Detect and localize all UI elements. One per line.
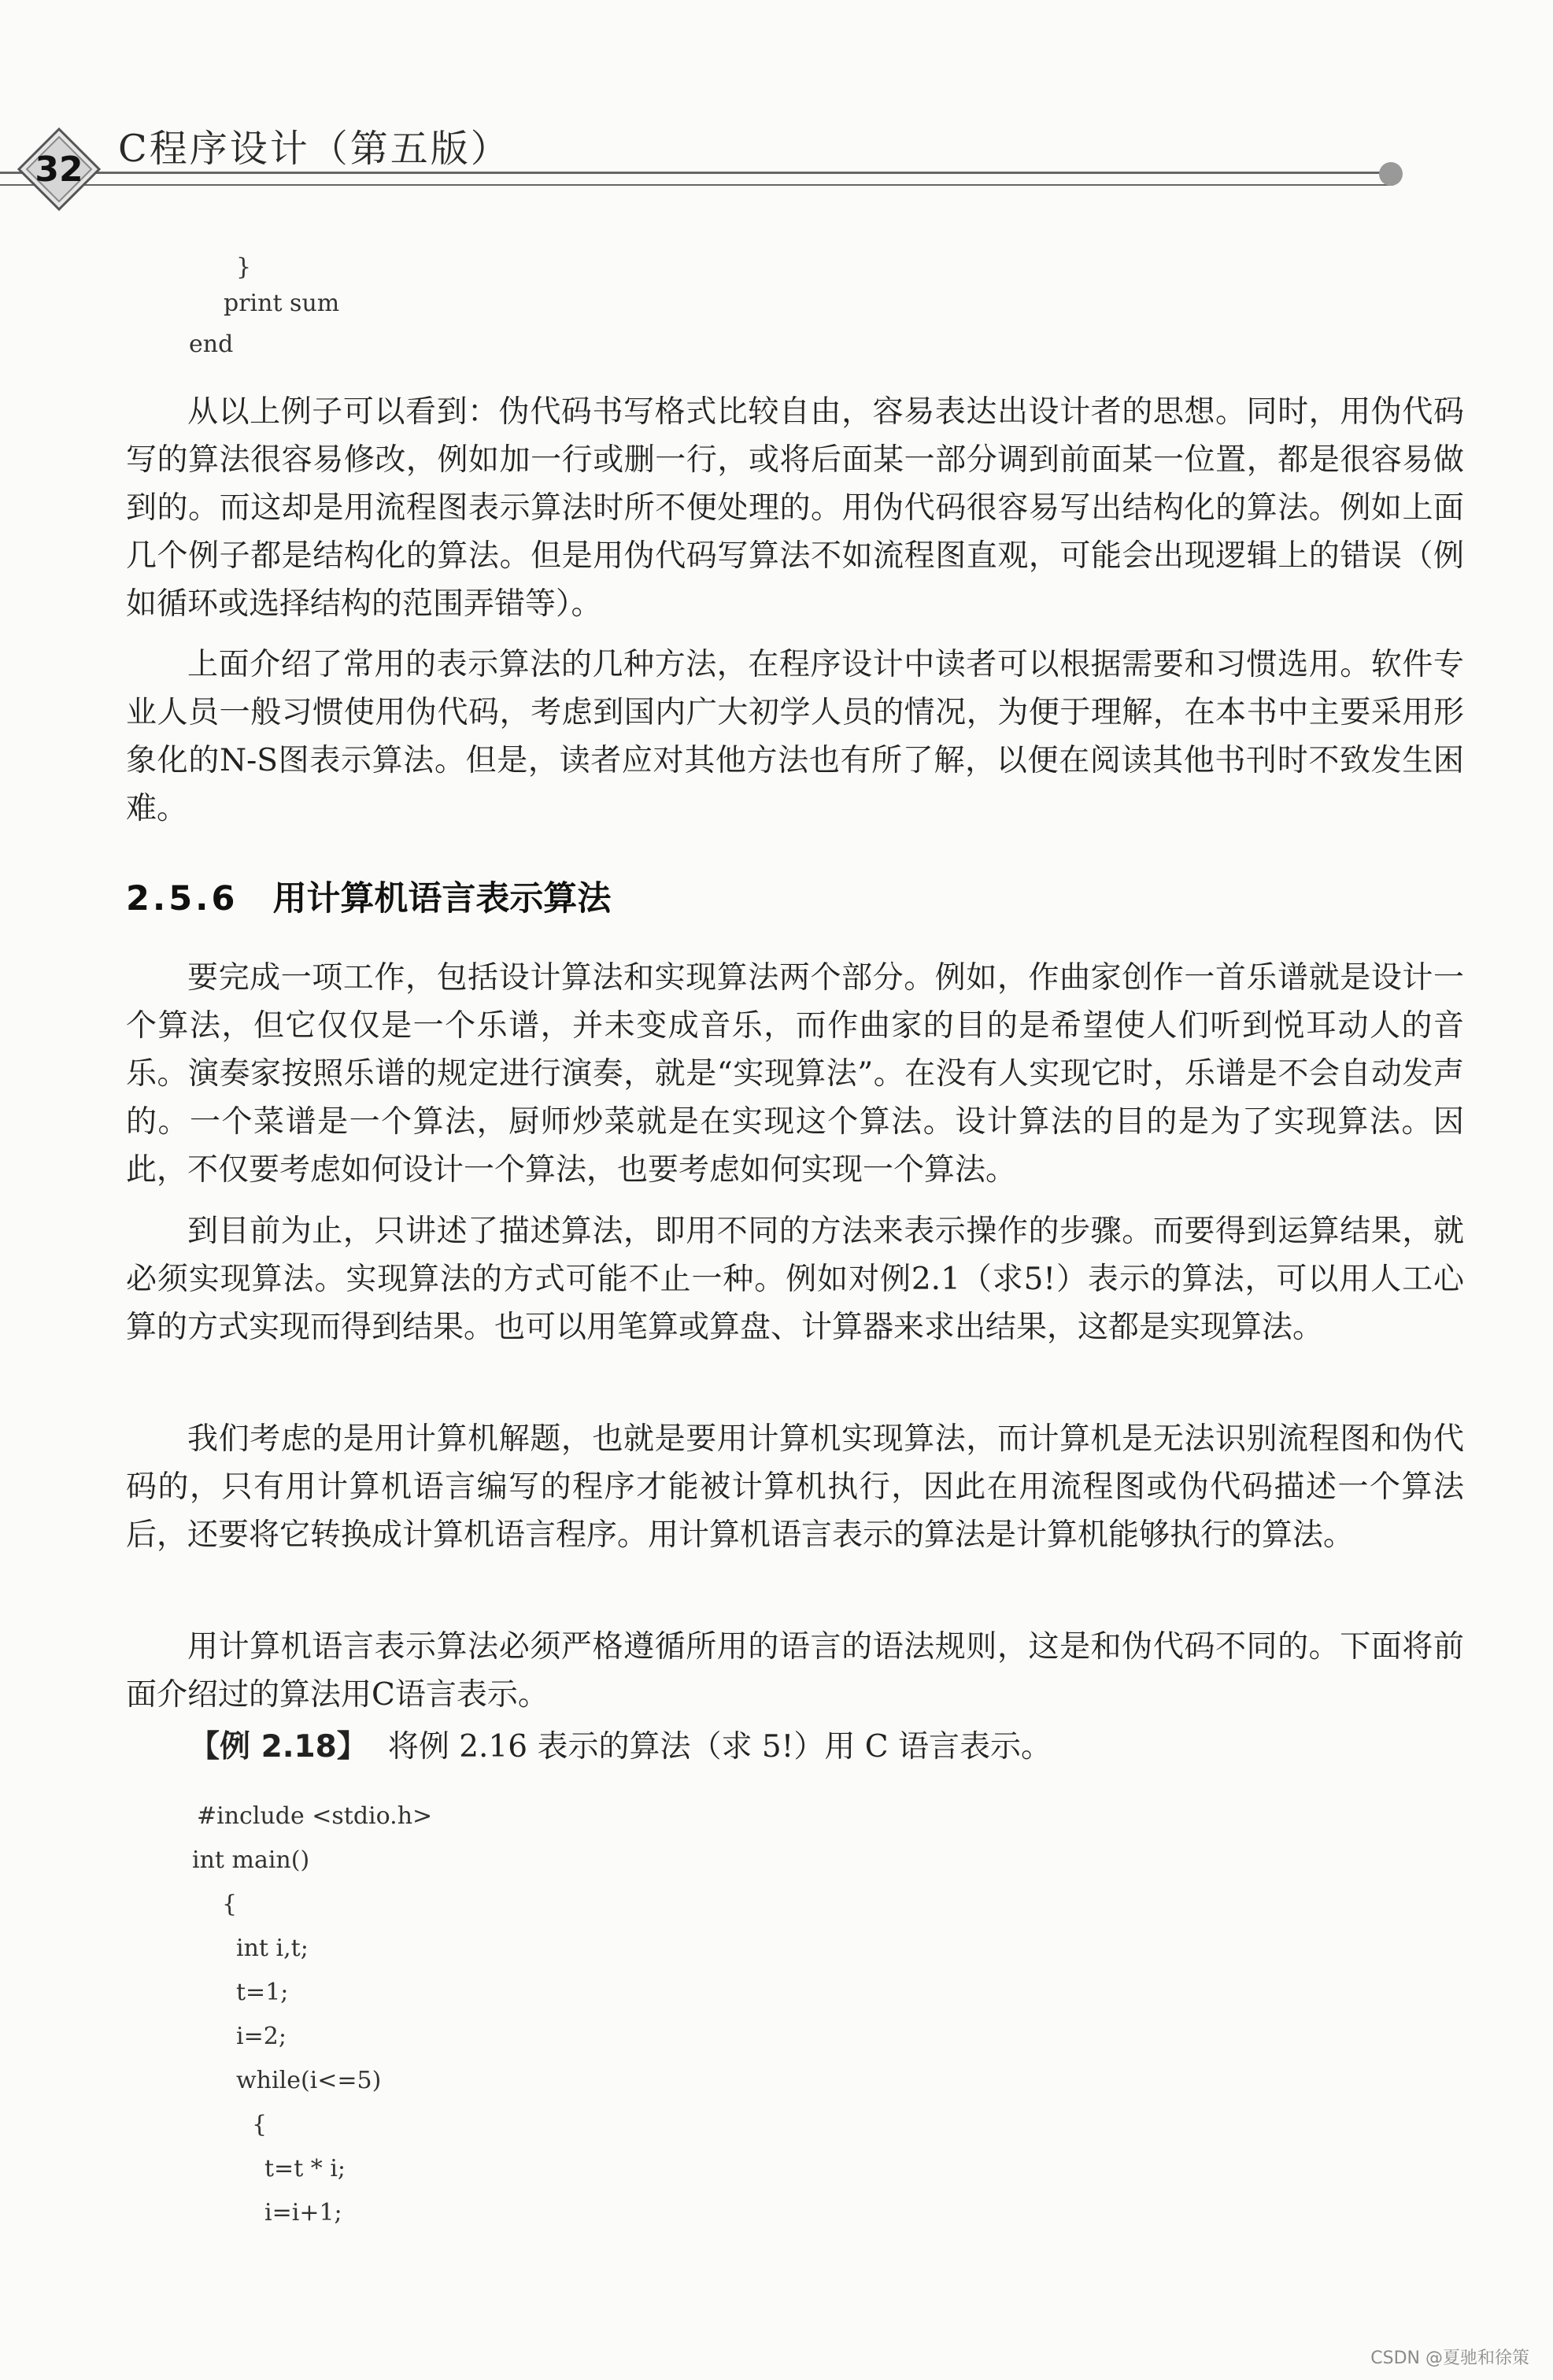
- header-rule-bottom: [0, 184, 1393, 186]
- paragraph: 到目前为止，只讲述了描述算法，即用不同的方法来表示操作的步骤。而要得到运算结果，就必须实现算法。实现算法的方式可能不止一种。例如对例2.1（求5!）表示的算法，可以用人工心算的方式实现而得到结果。也可以用笔算或算盘、计算器来求出结果，这都是实现算法。: [126, 1214, 1464, 1345]
- code-line: int main(): [192, 1846, 310, 1874]
- page-number: 32: [35, 149, 83, 190]
- code-line: t=1;: [236, 1979, 289, 2006]
- code-line: print sum: [224, 290, 340, 317]
- paragraph: 从以上例子可以看到：伪代码书写格式比较自由，容易表达出设计者的思想。同时，用伪代码写的算法很容易修改，例如加一行或删一行，或将后面某一部分调到前面某一位置，都是很容易做到的。而这却是用流程图表示算法时所不便处理的。用伪代码很容易写出结构化的算法。例如上面几个例子都是结构化的算法。但是用伪代码写算法不如流程图直观，可能会出现逻辑上的错误（例如循环或选择结构的范围弄错等）。: [126, 394, 1464, 622]
- paragraph: 用计算机语言表示算法必须严格遵循所用的语言的语法规则，这是和伪代码不同的。下面将前面介绍过的算法用C语言表示。: [126, 1629, 1464, 1713]
- example-caption: [189, 1722, 1052, 1766]
- code-line: {: [222, 1890, 238, 1918]
- code-line: #include <stdio.h>: [197, 1802, 433, 1830]
- book-title: C程序设计（第五版）: [118, 127, 511, 171]
- example-text: 将例 2.16 表示的算法（求 5!）用 C 语言表示。: [387, 1729, 1052, 1765]
- code-line: int i,t;: [236, 1935, 309, 1962]
- code-line: end: [189, 331, 234, 358]
- example-tag: 【例 2.18】: [189, 1729, 368, 1765]
- section-heading: [126, 872, 611, 920]
- code-line: t=t * i;: [264, 2155, 346, 2182]
- code-line: i=2;: [236, 2023, 287, 2050]
- section-title: 用计算机语言表示算法: [272, 879, 612, 918]
- section-number: 2.5.6: [126, 879, 238, 918]
- code-line: while(i<=5): [236, 2067, 382, 2094]
- paragraph: 要完成一项工作，包括设计算法和实现算法两个部分。例如，作曲家创作一首乐谱就是设计一个算法，但它仅仅是一个乐谱，并未变成音乐，而作曲家的目的是希望使人们听到悦耳动人的音乐。演奏家按照乐谱的规定进行演奏，就是“实现算法”。在没有人实现它时，乐谱是不会自动发声的。一个菜谱是一个算法，厨师炒菜就是在实现这个算法。设计算法的目的是为了实现算法。因此，不仅要考虑如何设计一个算法，也要考虑如何实现一个算法。: [126, 960, 1464, 1188]
- paragraph: 我们考虑的是用计算机解题，也就是要用计算机实现算法，而计算机是无法识别流程图和伪代码的，只有用计算机语言编写的程序才能被计算机执行，因此在用流程图或伪代码描述一个算法后，还要将它转换成计算机语言程序。用计算机语言表示的算法是计算机能够执行的算法。: [126, 1421, 1464, 1553]
- watermark: CSDN @夏驰和徐策: [1370, 2349, 1529, 2368]
- code-line: i=i+1;: [264, 2199, 342, 2227]
- paragraph: 上面介绍了常用的表示算法的几种方法，在程序设计中读者可以根据需要和习惯选用。软件专业人员一般习惯使用伪代码，考虑到国内广大初学人员的情况，为便于理解，在本书中主要采用形象化的N-S图表示算法。但是，读者应对其他方法也有所了解，以便在阅读其他书刊时不致发生困难。: [126, 647, 1464, 826]
- code-line: }: [236, 253, 252, 281]
- header-rule-dot: [1379, 162, 1403, 186]
- code-line: {: [252, 2111, 268, 2138]
